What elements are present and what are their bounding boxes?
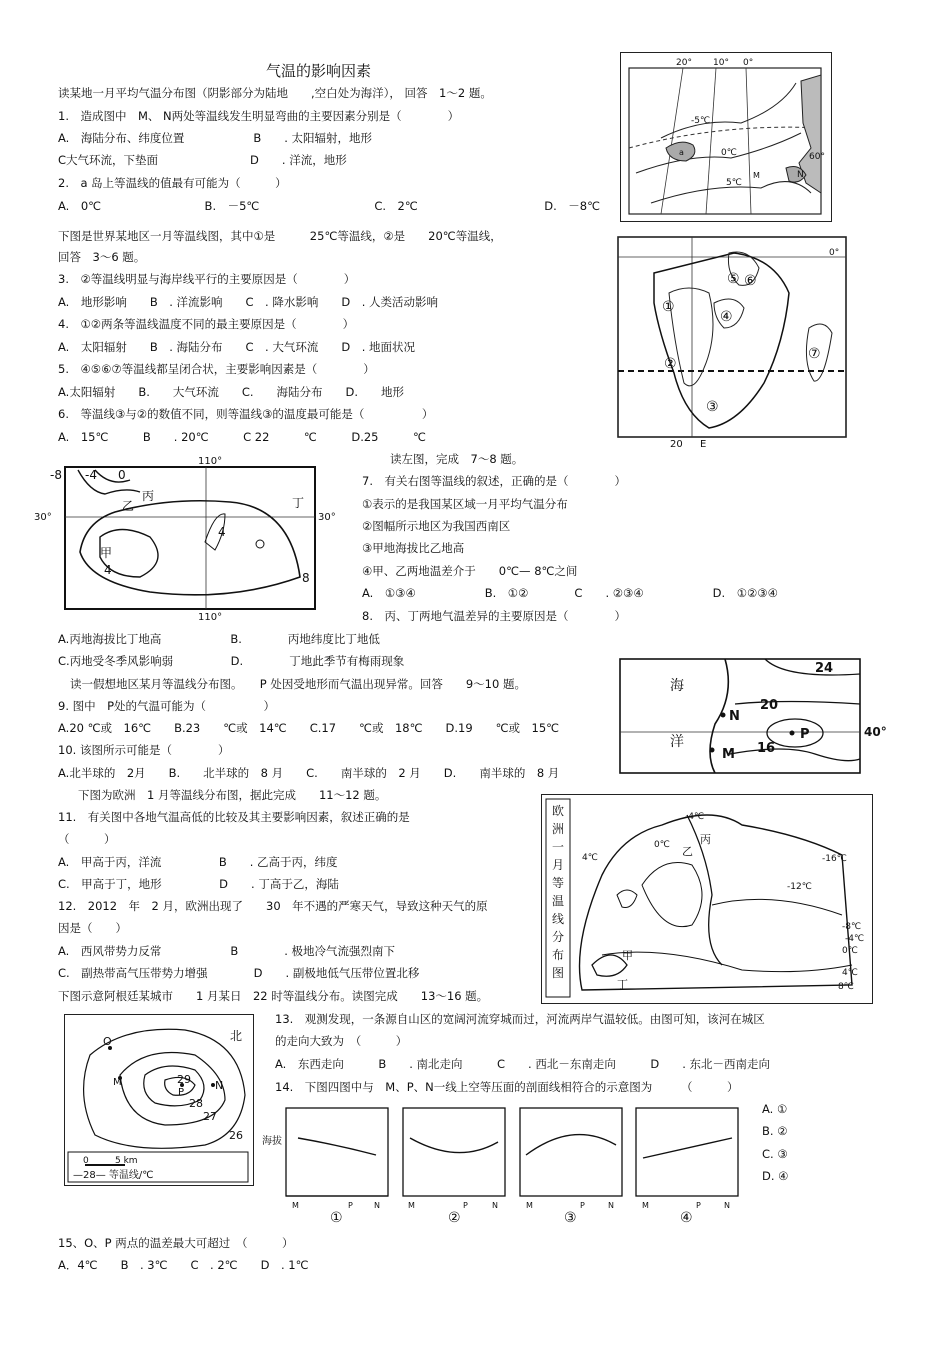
text-line: 下图是世界某地区一月等温线图，其中①是 25℃等温线，②是 20℃等温线， <box>58 229 502 243</box>
axis-label-p: P <box>348 1201 353 1210</box>
text-line: 下图示意阿根廷某城市 1 月某日 22 时等温线分布。读图完成 13～16 题。 <box>58 989 489 1003</box>
isotherm-label: 29 <box>177 1073 191 1086</box>
text-line: A.丙地海拔比丁地高 B. 丙地纬度比丁地低 <box>58 632 380 646</box>
isotherm-label: ④ <box>720 309 733 325</box>
isotherm-label: 0℃ <box>721 148 737 158</box>
point-label: N <box>797 170 804 180</box>
axis-label-m: M <box>642 1201 649 1210</box>
lat-label: 0° <box>829 248 840 258</box>
text-line: 1. 造成图中 M、 N两处等温线发生明显弯曲的主要因素分别是（ ） <box>58 109 460 123</box>
temperature-map-2-svg <box>614 233 850 448</box>
text-line: ③甲地海拔比乙地高 <box>362 541 465 555</box>
place-label: 丙 <box>142 489 155 503</box>
lat-label: 60° <box>809 152 825 162</box>
text-line: 5. ④⑤⑥⑦等温线都呈闭合状，主要影响因素是（ ） <box>58 362 375 376</box>
panel-label: ② <box>448 1210 461 1224</box>
isotherm-label: ⑤ <box>727 271 740 287</box>
text-line: ①表示的是我国某区域一月平均气温分布 <box>362 497 568 511</box>
side-title-char: 温 <box>552 894 565 908</box>
lon-label: 20° <box>676 58 692 68</box>
isotherm-label: 0 <box>118 468 126 482</box>
text-line: 6. 等温线③与②的数值不同，则等温线③的温度最可能是（ ） <box>58 407 434 421</box>
text-line: A. 东西走向 B . 南北走向 C . 西北－东南走向 D . 东北－西南走向 <box>275 1057 771 1071</box>
isotherm-label: 16 <box>757 741 776 756</box>
text-line: A. 0℃ B. －5℃ C. 2℃ D. －8℃ <box>58 199 600 213</box>
isotherm-label: -8 <box>50 468 62 482</box>
panel-label: ① <box>330 1210 343 1224</box>
point-label: a <box>679 148 684 157</box>
scale-label: 5 km <box>115 1156 138 1166</box>
isotherm-label: 24 <box>815 661 834 676</box>
point-label: N <box>215 1079 224 1092</box>
panel-3 <box>520 1108 622 1224</box>
text-line: （ ） <box>58 832 116 846</box>
isotherm-label: 0℃ <box>654 840 670 850</box>
isotherm-label: ③ <box>706 399 719 415</box>
lat-label: 30° <box>34 512 52 523</box>
point-label: M <box>753 171 760 180</box>
text-line: 7. 有关右图等温线的叙述，正确的是（ ） <box>362 474 626 488</box>
lat-label: 40° <box>864 725 887 739</box>
text-line: 的走向大致为 （ ） <box>275 1034 408 1048</box>
point-label: M <box>113 1077 122 1088</box>
isotherm-label: 0℃ <box>842 946 858 956</box>
isotherm-label: ⑦ <box>808 346 821 362</box>
isotherm-label: 20 <box>760 698 779 713</box>
pressure-profiles-svg <box>258 1100 748 1224</box>
europe-map-svg <box>542 795 871 1002</box>
figure-europe-isotherm-map <box>541 794 873 1004</box>
isotherm-label: 4 <box>218 525 226 539</box>
text-line: C大气环流，下垫面 D . 洋流，地形 <box>58 153 347 167</box>
isotherm-label: 4℃ <box>842 968 858 978</box>
lat-label: 30° <box>318 512 336 523</box>
panel-4 <box>636 1108 738 1224</box>
lon-label: 0° <box>743 58 754 68</box>
north-label: 北 <box>230 1029 243 1043</box>
isotherm-label: 8℃ <box>838 982 854 992</box>
place-label: 丁 <box>617 978 628 991</box>
sea-label: 海 <box>670 678 684 694</box>
text-line: 8. 丙、丁两地气温差异的主要原因是（ ） <box>362 609 626 623</box>
side-title-char: 月 <box>552 858 565 872</box>
text-line: 因是（ ） <box>58 921 127 935</box>
text-line: C. 副热带高气压带势力增强 D . 副极地低气压带位置北移 <box>58 966 420 980</box>
side-title-char: 洲 <box>552 822 565 836</box>
text-line: 9. 图中 P处的气温可能为（ ） <box>58 699 276 713</box>
axis-label-m: M <box>408 1201 415 1210</box>
panel-1 <box>286 1108 388 1224</box>
text-line: A.北半球的 2月 B. 北半球的 8 月 C. 南半球的 2 月 D. 南半球的 8 月 <box>58 766 560 780</box>
city-map-svg <box>65 1015 252 1184</box>
point-label: P <box>178 1087 185 1098</box>
point-label: P <box>800 727 810 742</box>
lon-label: E <box>700 439 707 448</box>
isotherm-label: 5℃ <box>726 178 742 188</box>
text-line: A. 西风带势力反常 B . 极地冷气流强烈南下 <box>58 944 396 958</box>
text-line: C. 甲高于丁，地形 D . 丁高于乙，海陆 <box>58 877 339 891</box>
place-label: 甲 <box>622 949 633 962</box>
isotherm-label: 26 <box>229 1129 243 1142</box>
text-line: 3. ②等温线明显与海岸线平行的主要原因是（ ） <box>58 272 356 286</box>
axis-label-m: M <box>526 1201 533 1210</box>
text-line: A. 太阳辐射 B . 海陆分布 C . 大气环流 D . 地面状况 <box>58 340 416 354</box>
side-title-char: 布 <box>552 948 565 962</box>
text-line: 10. 该图所示可能是（ ） <box>58 743 230 757</box>
side-title-char: 线 <box>552 912 565 926</box>
isotherm-label: -4 <box>85 468 97 482</box>
lon-label: 110° <box>198 456 223 467</box>
isotherm-label: -5℃ <box>691 116 711 126</box>
side-title-char: 欧 <box>552 804 565 818</box>
lon-label: 10° <box>713 58 729 68</box>
isotherm-label: ① <box>662 299 675 315</box>
panel-2 <box>403 1108 505 1224</box>
axis-label-n: N <box>374 1201 380 1210</box>
text-line: A. ①③④ B. ①② C . ②③④ D. ①②③④ <box>362 586 778 600</box>
text-line: 下图为欧洲 1 月等温线分布图，据此完成 11～12 题。 <box>78 788 387 802</box>
isotherm-label: 28 <box>189 1097 203 1110</box>
text-line: C. ③ <box>762 1147 788 1161</box>
text-line: 11. 有关图中各地气温高低的比较及其主要影响因素，叙述正确的是 <box>58 810 410 824</box>
axis-label-n: N <box>492 1201 498 1210</box>
text-line: A.20 ℃或 16℃ B.23 ℃或 14℃ C.17 ℃或 18℃ D.19 ℃或 15℃ <box>58 721 560 735</box>
text-line: A.太阳辐射 B. 大气环流 C. 海陆分布 D. 地形 <box>58 385 405 399</box>
axis-label-n: N <box>608 1201 614 1210</box>
text-line: A. ① <box>762 1102 788 1116</box>
isotherm-label: ② <box>664 356 677 372</box>
text-line: ②图幅所示地区为我国西南区 <box>362 519 511 533</box>
text-line: 12. 2012 年 2 月，欧洲出现了 30 年不遇的严寒天气，导致这种天气的原 <box>58 899 488 913</box>
side-title-char: 等 <box>552 876 565 890</box>
isotherm-label: 8 <box>302 571 310 585</box>
isotherm-label: 4℃ <box>582 853 598 863</box>
axis-label-p: P <box>696 1201 701 1210</box>
text-line: A. 15℃ B . 20℃ C 22 ℃ D.25 ℃ <box>58 430 426 444</box>
isotherm-label: -4℃ <box>685 812 705 822</box>
figure-pressure-profiles <box>258 1100 748 1224</box>
isotherm-label: -16℃ <box>822 854 847 864</box>
point-label: N <box>729 709 740 724</box>
place-label: 丙 <box>700 833 711 846</box>
text-line: 回答 3～6 题。 <box>58 250 146 264</box>
text-line: C.丙地受冬季风影响弱 D. 丁地此季节有梅雨现象 <box>58 654 405 668</box>
figure-temperature-map-3 <box>30 452 345 622</box>
scale-label: 0 <box>83 1156 89 1166</box>
axis-label-n: N <box>724 1201 730 1210</box>
text-line: 14. 下图四图中与 M、P、N一线上空等压面的剖面线相符合的示意图为 （ ） <box>275 1080 739 1094</box>
text-line: A. 海陆分布、纬度位置 B . 太阳辐射，地形 <box>58 131 373 145</box>
figure-temperature-map-1 <box>620 52 832 222</box>
isotherm-label: -8℃ <box>842 922 862 932</box>
figure-city-isotherm-map <box>64 1014 254 1186</box>
temperature-map-4-svg <box>615 654 895 780</box>
page-title: 气温的影响因素 <box>266 62 372 80</box>
lon-label: 20 <box>670 439 683 448</box>
axis-label-m: M <box>292 1201 299 1210</box>
panel-label: ④ <box>680 1210 693 1224</box>
text-line: A. 甲高于丙，洋流 B . 乙高于丙，纬度 <box>58 855 338 869</box>
text-line: 4. ①②两条等温线温度不同的最主要原因是（ ） <box>58 317 355 331</box>
panel-label: ③ <box>564 1210 577 1224</box>
axis-label-p: P <box>463 1201 468 1210</box>
axis-label-p: P <box>580 1201 585 1210</box>
ocean-label: 洋 <box>670 734 684 750</box>
isotherm-label: 27 <box>203 1110 217 1123</box>
isotherm-label: -12℃ <box>787 882 812 892</box>
isotherm-label: -4℃ <box>845 934 865 944</box>
lon-label: 110° <box>198 612 223 622</box>
text-line: A. 地形影响 B . 洋流影响 C . 降水影响 D . 人类活动影响 <box>58 295 439 309</box>
text-line: 读一假想地区某月等温线分布图。 P 处因受地形而气温出现异常。回答 9～10 题。 <box>70 677 526 691</box>
place-label: 甲 <box>100 546 113 560</box>
text-line: A．4℃ B . 3℃ C . 2℃ D . 1℃ <box>58 1258 309 1272</box>
place-label: 乙 <box>682 845 693 858</box>
point-label: M <box>722 747 735 762</box>
temperature-map-3-svg <box>30 452 345 622</box>
side-title-char: 图 <box>552 966 565 980</box>
text-line: 读左图，完成 7～8 题。 <box>390 452 524 466</box>
text-line: 2. a 岛上等温线的值最有可能为（ ） <box>58 176 287 190</box>
text-line: 15、O、P 两点的温差最大可超过 （ ） <box>58 1236 294 1250</box>
side-title-char: 一 <box>552 840 565 854</box>
figure-temperature-map-2 <box>614 233 850 448</box>
figure-temperature-map-4 <box>615 654 895 780</box>
temperature-map-1-svg <box>621 53 830 220</box>
text-line: D. ④ <box>762 1169 789 1183</box>
isotherm-label: 4 <box>104 563 112 577</box>
isotherm-label: ⑥ <box>744 273 757 289</box>
text-line: 读某地一月平均气温分布图（阴影部分为陆地 ,空白处为海洋）， 回答 1～2 题。 <box>58 86 492 100</box>
point-label: O <box>103 1035 112 1048</box>
place-label: 丁 <box>292 496 305 510</box>
y-axis-label-1: 海拔 <box>262 1136 282 1147</box>
text-line: B. ② <box>762 1124 788 1138</box>
text-line: 13. 观测发现，一条源自山区的宽阔河流穿城而过，河流两岸气温较低。由图可知，该河在城区 <box>275 1012 765 1026</box>
legend-label: —28— 等温线/℃ <box>73 1170 154 1181</box>
place-label: 乙 <box>122 499 135 513</box>
text-line: ④甲、乙两地温差介于 0℃— 8℃之间 <box>362 564 578 578</box>
side-title-char: 分 <box>552 930 565 944</box>
